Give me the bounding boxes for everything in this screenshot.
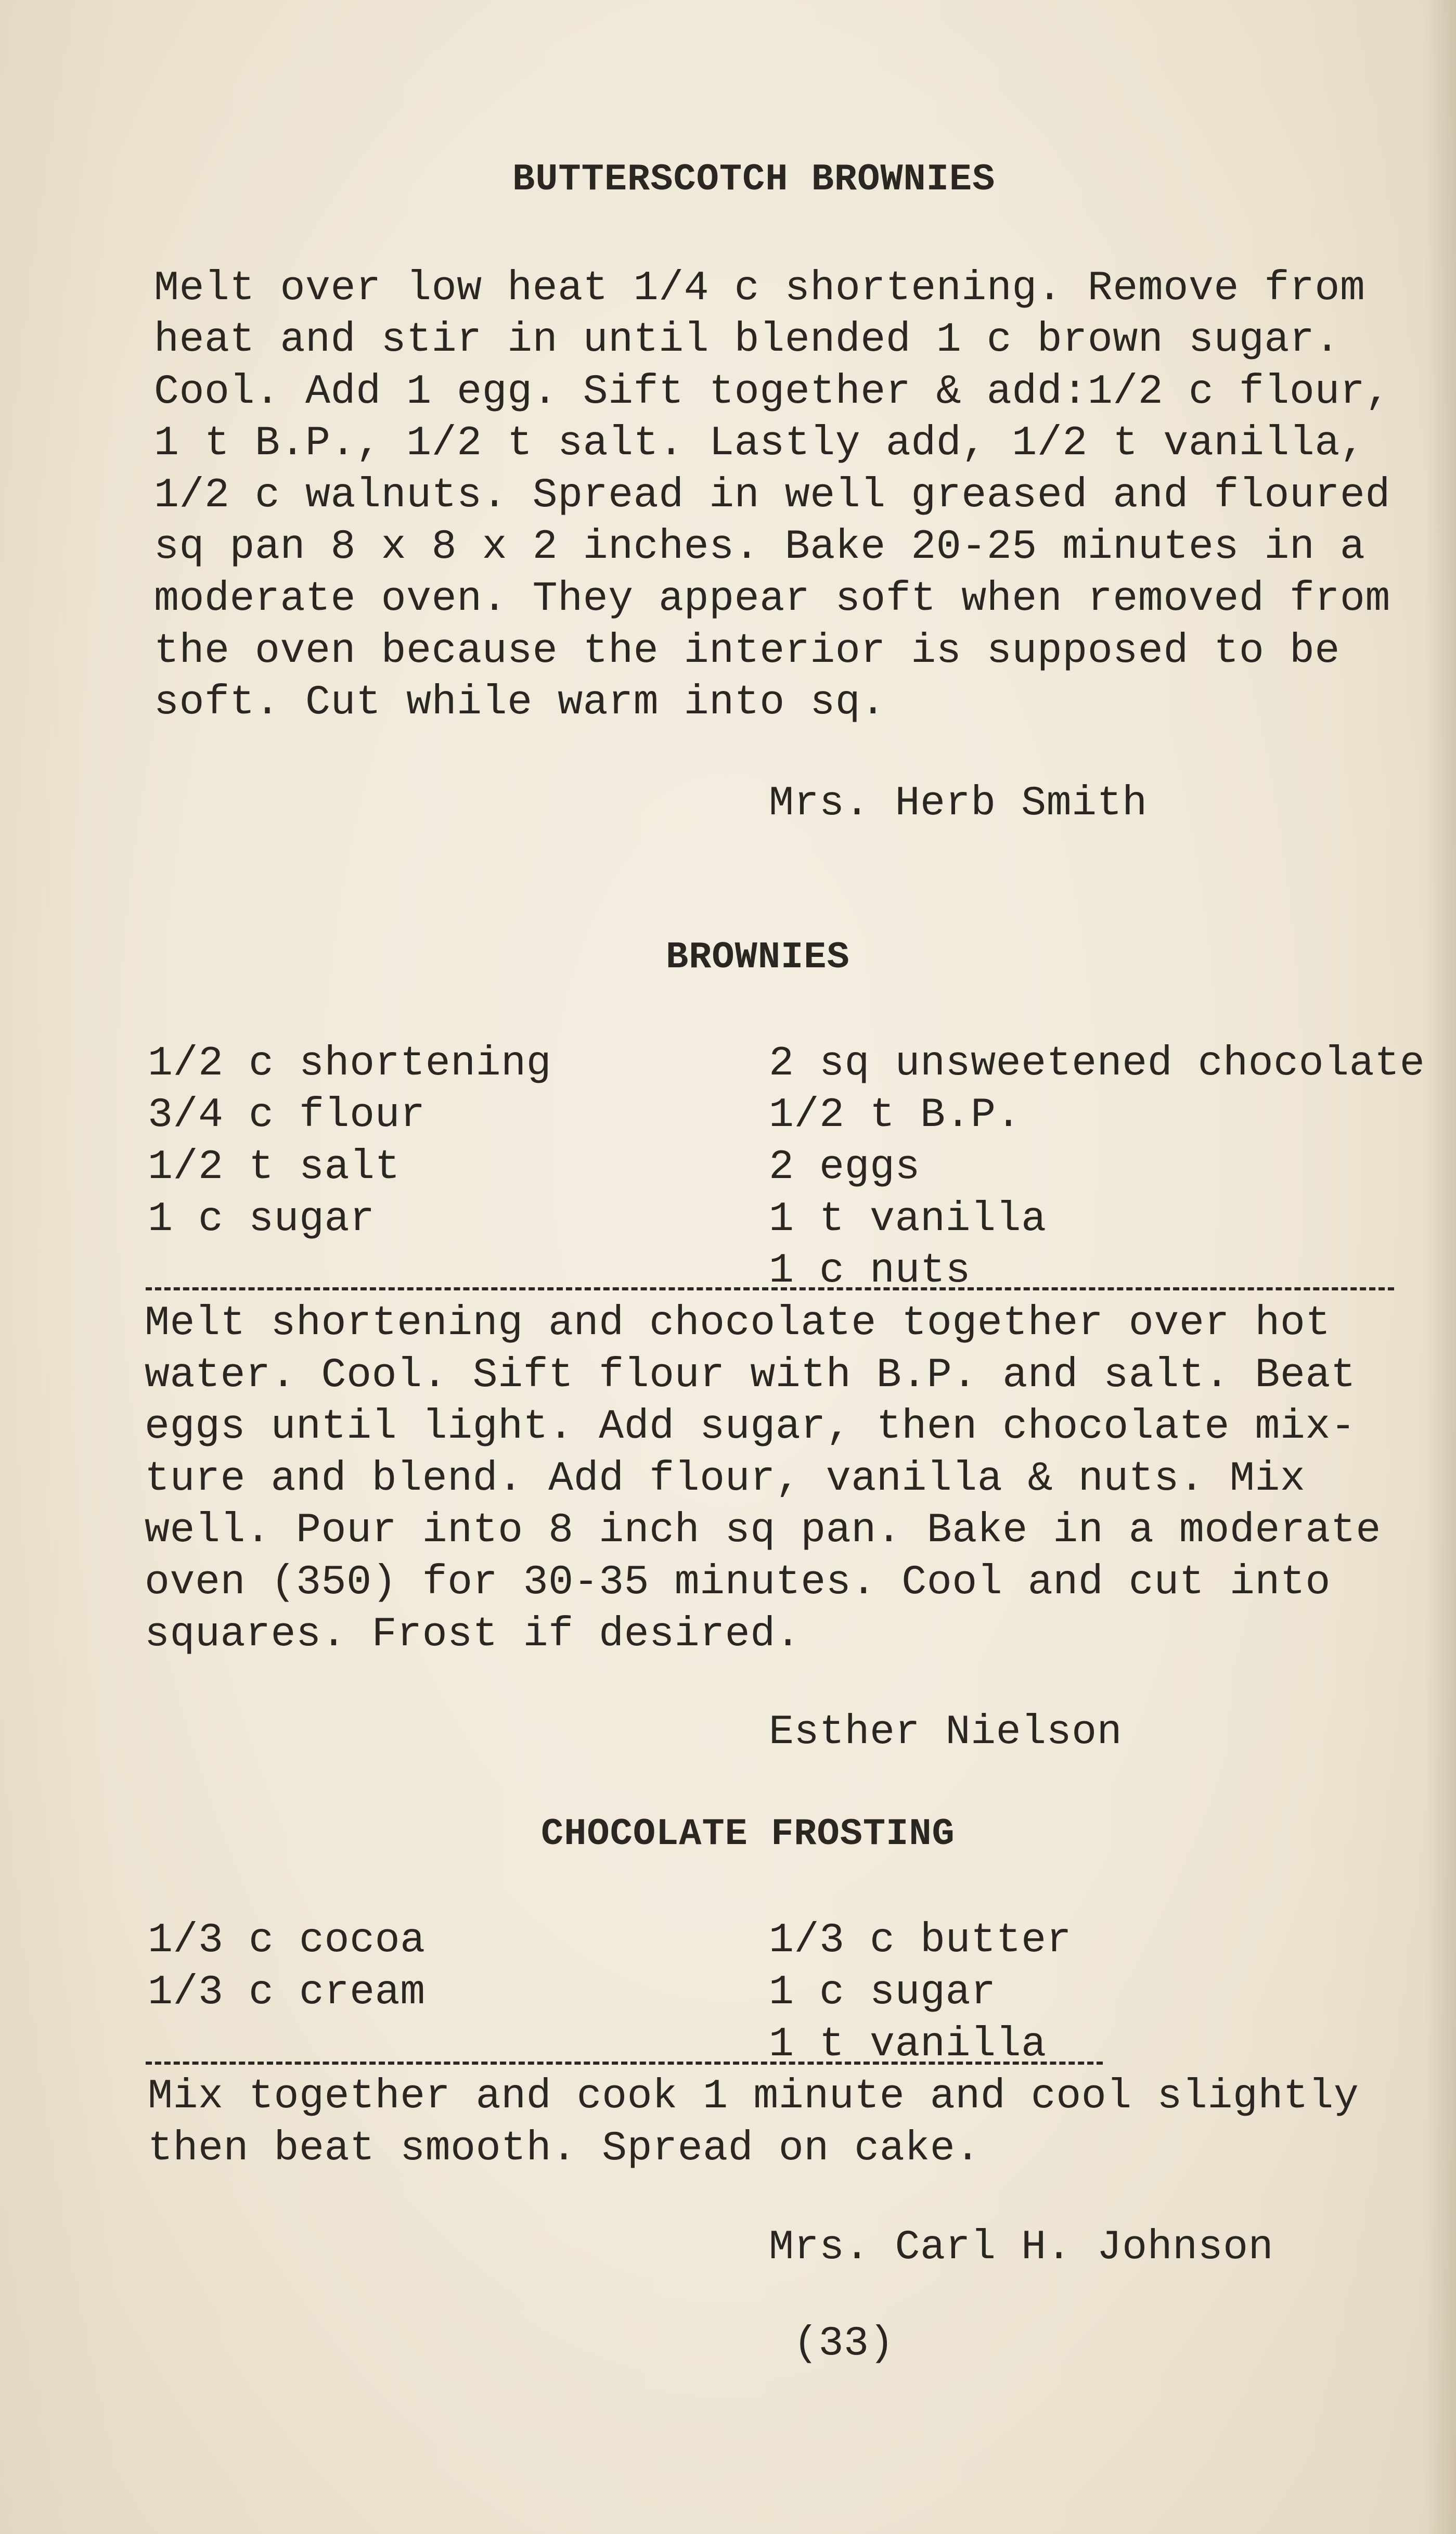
ingredient: 1 t vanilla: [769, 1196, 1047, 1243]
body-line: Melt over low heat 1/4 c shortening. Remove from: [154, 265, 1365, 312]
ingredient: 1 c nuts: [769, 1247, 971, 1295]
body-line: the oven because the interior is supposed to be: [154, 628, 1340, 675]
body-line: Melt shortening and chocolate together over hot: [145, 1300, 1331, 1347]
body-line: water. Cool. Sift flour with B.P. and salt. Beat: [145, 1352, 1356, 1399]
body-line: well. Pour into 8 inch sq pan. Bake in a moderate: [145, 1507, 1381, 1554]
ingredient: 1 c sugar: [769, 1969, 996, 2016]
recipe-author: Esther Nielson: [769, 1709, 1123, 1756]
ingredient: 1/3 c cocoa: [148, 1917, 426, 1964]
ingredient: 1 t vanilla: [769, 2021, 1047, 2068]
dashed-separator: [146, 2062, 1103, 2065]
body-line: sq pan 8 x 8 x 2 inches. Bake 20-25 minutes in a: [154, 523, 1365, 571]
body-line: heat and stir in until blended 1 c brown sugar.: [154, 316, 1340, 364]
recipe-author: Mrs. Carl H. Johnson: [769, 2224, 1274, 2271]
dashed-separator: [146, 1287, 1394, 1290]
body-line: Mix together and cook 1 minute and cool slightly: [148, 2073, 1359, 2120]
recipe-title: BROWNIES: [666, 936, 850, 979]
ingredient: 1/2 c shortening: [148, 1040, 552, 1087]
recipe-author: Mrs. Herb Smith: [769, 780, 1148, 827]
ingredient: 1/2 t salt: [148, 1144, 401, 1191]
recipe-title: BUTTERSCOTCH BROWNIES: [512, 158, 996, 201]
body-line: Cool. Add 1 egg. Sift together & add:1/2 c flour,: [154, 368, 1390, 416]
ingredient: 1/3 c cream: [148, 1969, 426, 2016]
body-line: 1/2 c walnuts. Spread in well greased and floured: [154, 472, 1390, 519]
ingredient: 1/2 t B.P.: [769, 1092, 1022, 1139]
body-line: then beat smooth. Spread on cake.: [148, 2125, 981, 2172]
ingredient: 3/4 c flour: [148, 1092, 426, 1139]
recipe-title: CHOCOLATE FROSTING: [541, 1813, 955, 1855]
body-line: eggs until light. Add sugar, then chocolate mix-: [145, 1403, 1356, 1451]
body-line: moderate oven. They appear soft when removed from: [154, 575, 1390, 623]
ingredient: 1 c sugar: [148, 1196, 375, 1243]
ingredient: 1/3 c butter: [769, 1917, 1072, 1964]
ingredient: 2 sq unsweetened chocolate: [769, 1040, 1425, 1087]
body-line: squares. Frost if desired.: [145, 1611, 801, 1658]
body-line: oven (350) for 30-35 minutes. Cool and cut into: [145, 1559, 1331, 1606]
body-line: ture and blend. Add flour, vanilla & nuts. Mix: [145, 1455, 1306, 1503]
body-line: 1 t B.P., 1/2 t salt. Lastly add, 1/2 t vanilla,: [154, 420, 1365, 467]
page-number: (33): [793, 2320, 895, 2367]
body-line: soft. Cut while warm into sq.: [154, 679, 886, 726]
ingredient: 2 eggs: [769, 1144, 921, 1191]
